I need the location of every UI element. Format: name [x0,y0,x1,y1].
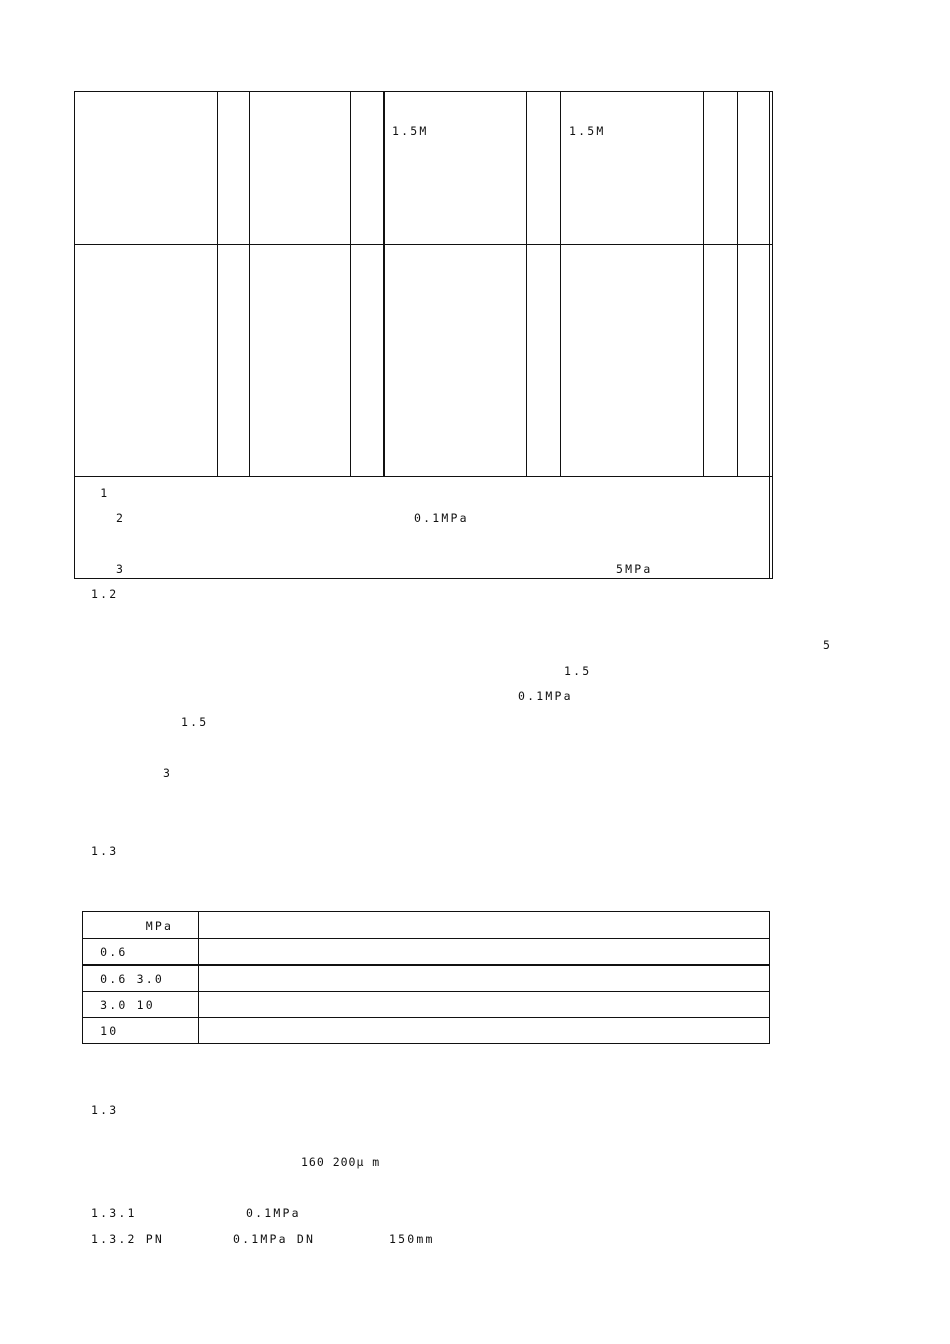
subsection-text: 150mm [389,1232,444,1246]
section-heading: 1.2 [91,587,128,601]
table-2-row-separator [82,1017,770,1018]
table-1-notes-separator [74,476,772,477]
table-1-bottom-border [74,578,772,579]
pressure-range: 0.6 [91,945,128,959]
note-text: 1 [82,486,110,500]
paragraph-text: 3 [163,766,173,780]
pressure-range: 3.0 10 [91,998,155,1012]
table-2-row-separator [82,964,770,966]
paragraph-text: 160 200μ m [301,1155,381,1169]
table-1-left-border [74,91,75,579]
table-2-bottom-border [82,1043,770,1044]
note-text: 0.1MPa [414,511,469,525]
table-1-col-divider [249,91,250,477]
header-cell-text: 1.5M [392,124,465,138]
table-1-col-divider [526,91,527,477]
section-heading: 1.3 [91,1103,128,1117]
paragraph-text: 5 [823,638,833,652]
table-1-col-divider [560,91,561,477]
table-1-right-border [769,91,770,579]
paragraph-text: 0.1MPa [518,689,582,703]
table-2-row-separator [82,938,770,939]
note-text: 5MPa [616,562,662,576]
table-2-top-border [82,911,770,912]
note-text: 2 [116,511,126,525]
table-2-row-separator [82,991,770,992]
paragraph-text: 1.5 [564,664,592,678]
table-1-top-border [74,91,772,92]
table-1-col-divider [350,91,351,477]
note-text: 3 [116,562,126,576]
header-cell-text: 1.5M [569,124,642,138]
table-2-left-border [82,911,83,1044]
subsection-text: 1.3.2 PN [91,1232,174,1246]
subsection-text: 0.1MPa [246,1206,310,1220]
table-1-right-border-outer [772,91,773,579]
paragraph-text: 1.5 [181,715,209,729]
subsection-text: 1.3.1 [91,1206,146,1220]
table-2-right-border [769,911,770,1044]
table-1-header-separator [74,244,772,245]
table-2-header-a: MPa [91,919,174,933]
subsection-text: 0.1MPa DN [233,1232,325,1246]
table-2-col-divider [198,911,199,1044]
header-cell-text [569,98,647,112]
pressure-range: 0.6 3.0 [91,972,164,986]
header-cell-text [392,98,470,112]
table-1-col-divider [217,91,218,477]
section-heading: 1.3 [91,844,128,858]
table-1-col-divider [383,91,385,477]
table-1-col-divider [737,91,738,477]
table-1-col-divider [703,91,704,477]
pressure-range: 10 [91,1024,119,1038]
